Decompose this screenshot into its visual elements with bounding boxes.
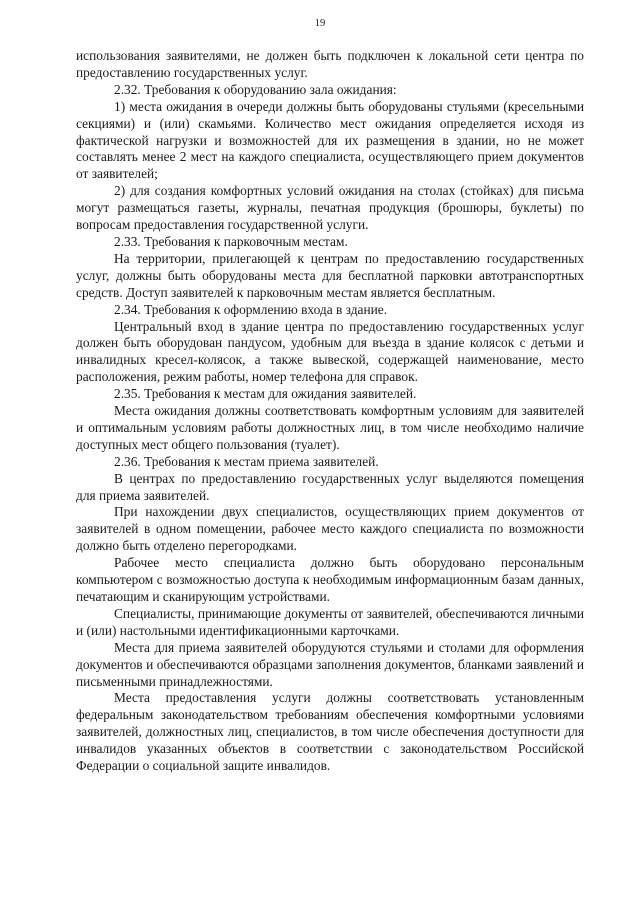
paragraph: На территории, прилегающей к центрам по предоставлению государственных услуг, должны быть оборудованы места для бесплатной парковки автотранспортных средств. Доступ заявителей к парковочным местам является бесплатным. <box>76 250 584 300</box>
section-heading-2-36: 2.36. Требования к местам приема заявителей. <box>114 453 379 469</box>
section-heading-2-32: 2.32. Требования к оборудованию зала ожидания: <box>114 81 397 97</box>
paragraph: Места для приема заявителей оборудуются стульями и столами для оформления документов и обеспечиваются образцами заполнения документов, бланками заявлений и письменными принадлежностями. <box>76 639 584 689</box>
section-heading-2-35: 2.35. Требования к местам для ожидания заявителей. <box>114 386 417 402</box>
paragraph: Рабочее место специалиста должно быть оборудовано персональным компьютером с возможностью доступа к необходимым информационным базам данных, печатающим и сканирующим устройствами. <box>76 555 584 604</box>
page-number: 19 <box>314 18 326 29</box>
paragraph-continuation: использования заявителями, не должен быть подключен к локальной сети центра по предоставлению государственных услуг. <box>76 48 584 80</box>
paragraph: Места предоставления услуги должны соответствовать установленным федеральным законодательством требованиям обеспечения комфортными условиями заявителей, должностных лиц, специалистов, в том числе обеспечения доступности для инвалидов указанных объектов в соответствии с законодательством Российской Федерации о социальной защите инвалидов. <box>76 690 584 774</box>
paragraph: Специалисты, принимающие документы от заявителей, обеспечиваются личными и (или) настольными идентификационными карточками. <box>76 605 584 638</box>
paragraph: При нахождении двух специалистов, осуществляющих прием документов от заявителей в одном помещении, рабочее место каждого специалиста по возможности должно быть отделено перегородками. <box>76 504 584 554</box>
section-heading-2-34: 2.34. Требования к оформлению входа в здание. <box>114 301 388 317</box>
paragraph: 1) места ожидания в очереди должны быть оборудованы стульями (кресельными секциями) и (или) скамьями. Количество мест ожидания определяется исходя из фактической нагрузки и возможностей для их размещения в здании, но не может составлять менее 2 мест на каждого специалиста, осуществляющего прием документов от заявителей; <box>76 98 584 182</box>
paragraph: Центральный вход в здание центра по предоставлению государственных услуг должен быть оборудован пандусом, удобным для въезда в здание колясок с детьми и инвалидных кресел-колясок, а также вывеской, содержащей наименование, место расположения, режим работы, номер телефона для справок. <box>76 318 584 385</box>
paragraph: 2) для создания комфортных условий ожидания на столах (стойках) для письма могут размещаться газеты, журналы, печатная продукция (брошюры, буклеты) по вопросам предоставления государственной услуги. <box>76 183 584 233</box>
section-heading-2-33: 2.33. Требования к парковочным местам. <box>114 233 348 249</box>
document-body <box>76 48 584 775</box>
paragraph: В центрах по предоставлению государственных услуг выделяются помещения для приема заявителей. <box>76 470 584 503</box>
paragraph: Места ожидания должны соответствовать комфортным условиям для заявителей и оптимальным условиям работы должностных лиц, в том числе необходимо наличие доступных мест общего пользования (туалет). <box>76 403 584 452</box>
